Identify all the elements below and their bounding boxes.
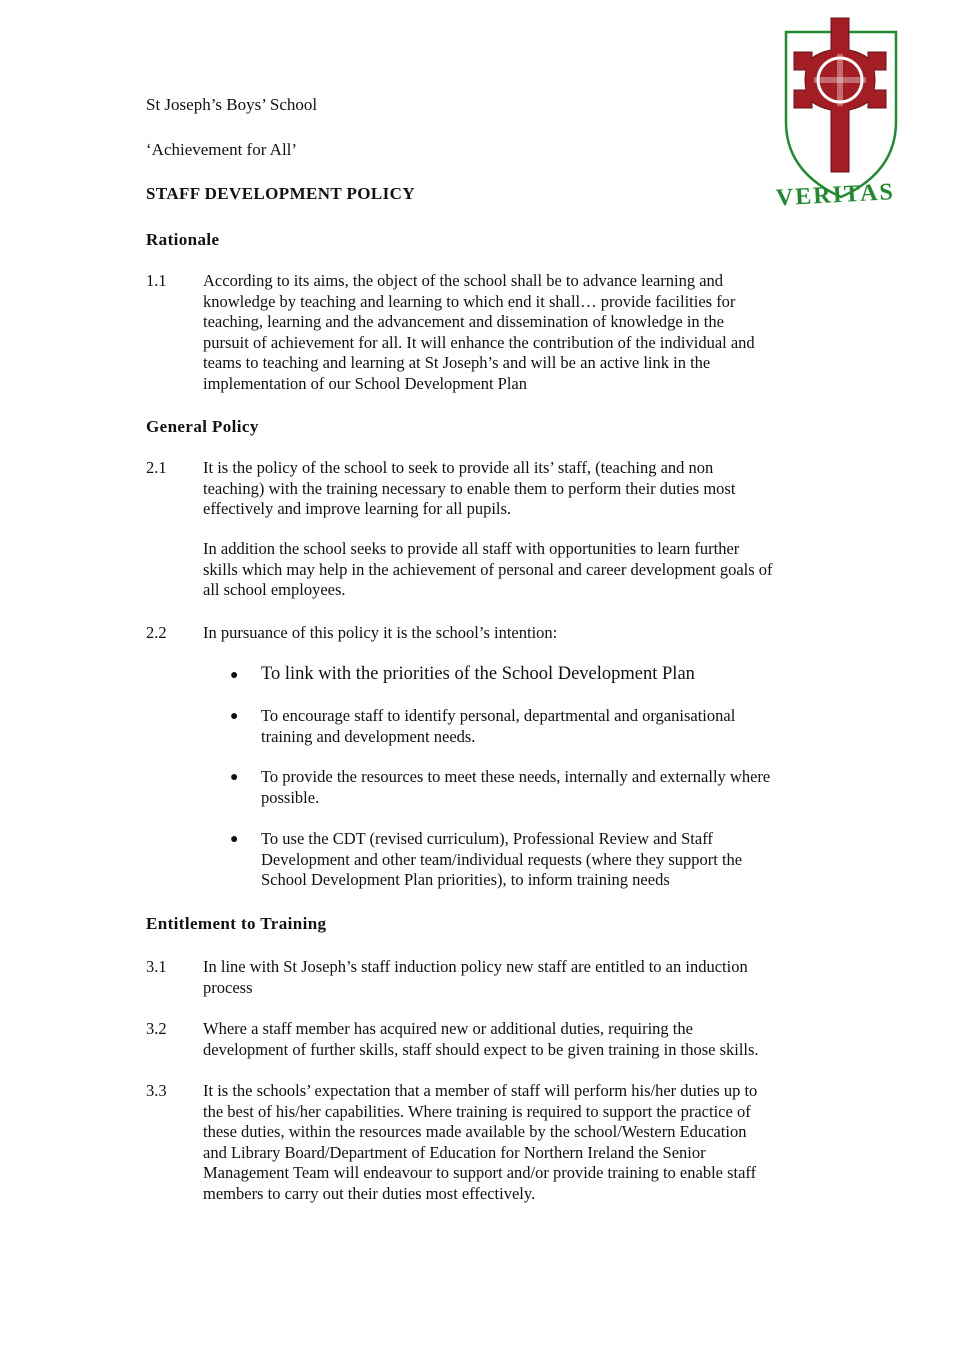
school-motto: ‘Achievement for All’ — [146, 140, 298, 159]
school-name: St Joseph’s Boys’ School — [146, 95, 318, 114]
rationale-heading: Rationale — [146, 230, 220, 249]
paragraph-3-1 — [203, 957, 823, 998]
paragraph-2-1-continued — [203, 539, 823, 601]
text-line: It is the schools’ expectation that a member of staff will perform his/her duties up to — [203, 1081, 758, 1100]
text-line: Management Team will endeavour to support and/or provide training to enable staff — [203, 1163, 757, 1182]
paragraph-2-1 — [203, 458, 823, 520]
text-line: pursuit of achievement for all. It will enhance the contribution of the individual and — [203, 332, 755, 352]
text-line: To provide the resources to meet these needs, internally and externally where — [261, 767, 771, 786]
text-line: the best of his/her capabilities. Where training is required to support the practice of — [203, 1101, 751, 1121]
text-line: possible. — [261, 787, 320, 807]
text-line: School Development Plan priorities), to inform training needs — [261, 870, 670, 889]
text-line: knowledge by teaching and learning to which end it shall… provide facilities for — [203, 291, 736, 311]
text-line: and Library Board/Department of Education for Northern Ireland the Senior — [203, 1142, 706, 1162]
paragraph-2-2: In pursuance of this policy it is the school’s intention: — [203, 623, 558, 642]
text-line: teaching, learning and the advancement and dissemination of knowledge in the — [203, 312, 724, 331]
veritas-text: VERITAS — [775, 179, 896, 212]
paragraph-number: 3.2 — [146, 1019, 167, 1038]
text-line: To use the CDT (revised curriculum), Professional Review and Staff — [261, 829, 713, 848]
text-line: It is the policy of the school to seek to provide all its’ staff, (teaching and non — [203, 458, 714, 477]
text-line: teaching) with the training necessary to enable them to perform their duties most — [203, 478, 736, 498]
text-line: effectively and improve learning for all pupils. — [203, 499, 512, 518]
text-line: In addition the school seeks to provide all staff with opportunities to learn further — [203, 539, 740, 558]
text-line: Where a staff member has acquired new or additional duties, requiring the — [203, 1019, 693, 1038]
general-policy-heading: General Policy — [146, 417, 259, 436]
paragraph-number: 1.1 — [146, 271, 167, 290]
bullet-icon: ● — [230, 770, 239, 785]
paragraph-number: 2.1 — [146, 458, 167, 477]
text-line: process — [203, 977, 253, 997]
text-line: these duties, within the resources made available by the school/Western Education — [203, 1122, 747, 1141]
entitlement-heading: Entitlement to Training — [146, 914, 327, 933]
text-line: skills which may help in the achievement of personal and career development goals of — [203, 559, 773, 579]
text-line: To link with the priorities of the School Development Plan — [261, 664, 695, 684]
paragraph-number: 2.2 — [146, 623, 167, 642]
text-line: members to carry out their duties most effectively. — [203, 1183, 536, 1203]
bullet-item — [261, 829, 821, 891]
paragraph-number: 3.3 — [146, 1081, 167, 1100]
text-line: implementation of our School Development Plan — [203, 373, 527, 393]
bullet-item — [261, 767, 821, 808]
text-line: development of further skills, staff should expect to be given training in those skills. — [203, 1039, 759, 1059]
policy-title: STAFF DEVELOPMENT POLICY — [146, 184, 416, 203]
bullet-icon: ● — [230, 668, 239, 683]
text-line: all school employees. — [203, 580, 346, 599]
text-line: In line with St Joseph’s staff induction policy new staff are entitled to an induction — [203, 957, 748, 976]
paragraph-3-2 — [203, 1019, 823, 1060]
school-crest-logo — [768, 12, 913, 218]
bullet-icon: ● — [230, 709, 239, 724]
paragraph-number: 3.1 — [146, 957, 167, 976]
bullet-item — [261, 706, 821, 747]
text-line: According to its aims, the object of the school shall be to advance learning and — [203, 271, 724, 290]
text-line: To encourage staff to identify personal, departmental and organisational — [261, 706, 736, 725]
text-line: training and development needs. — [261, 726, 476, 746]
bullet-icon: ● — [230, 832, 239, 847]
paragraph-3-3 — [203, 1081, 823, 1204]
paragraph-1-1 — [203, 271, 823, 394]
text-line: Development and other team/individual requests (where they support the — [261, 849, 743, 869]
text-line: teams to teaching and learning at St Joseph’s and will be an active link in the — [203, 353, 711, 372]
bullet-item — [261, 663, 821, 685]
